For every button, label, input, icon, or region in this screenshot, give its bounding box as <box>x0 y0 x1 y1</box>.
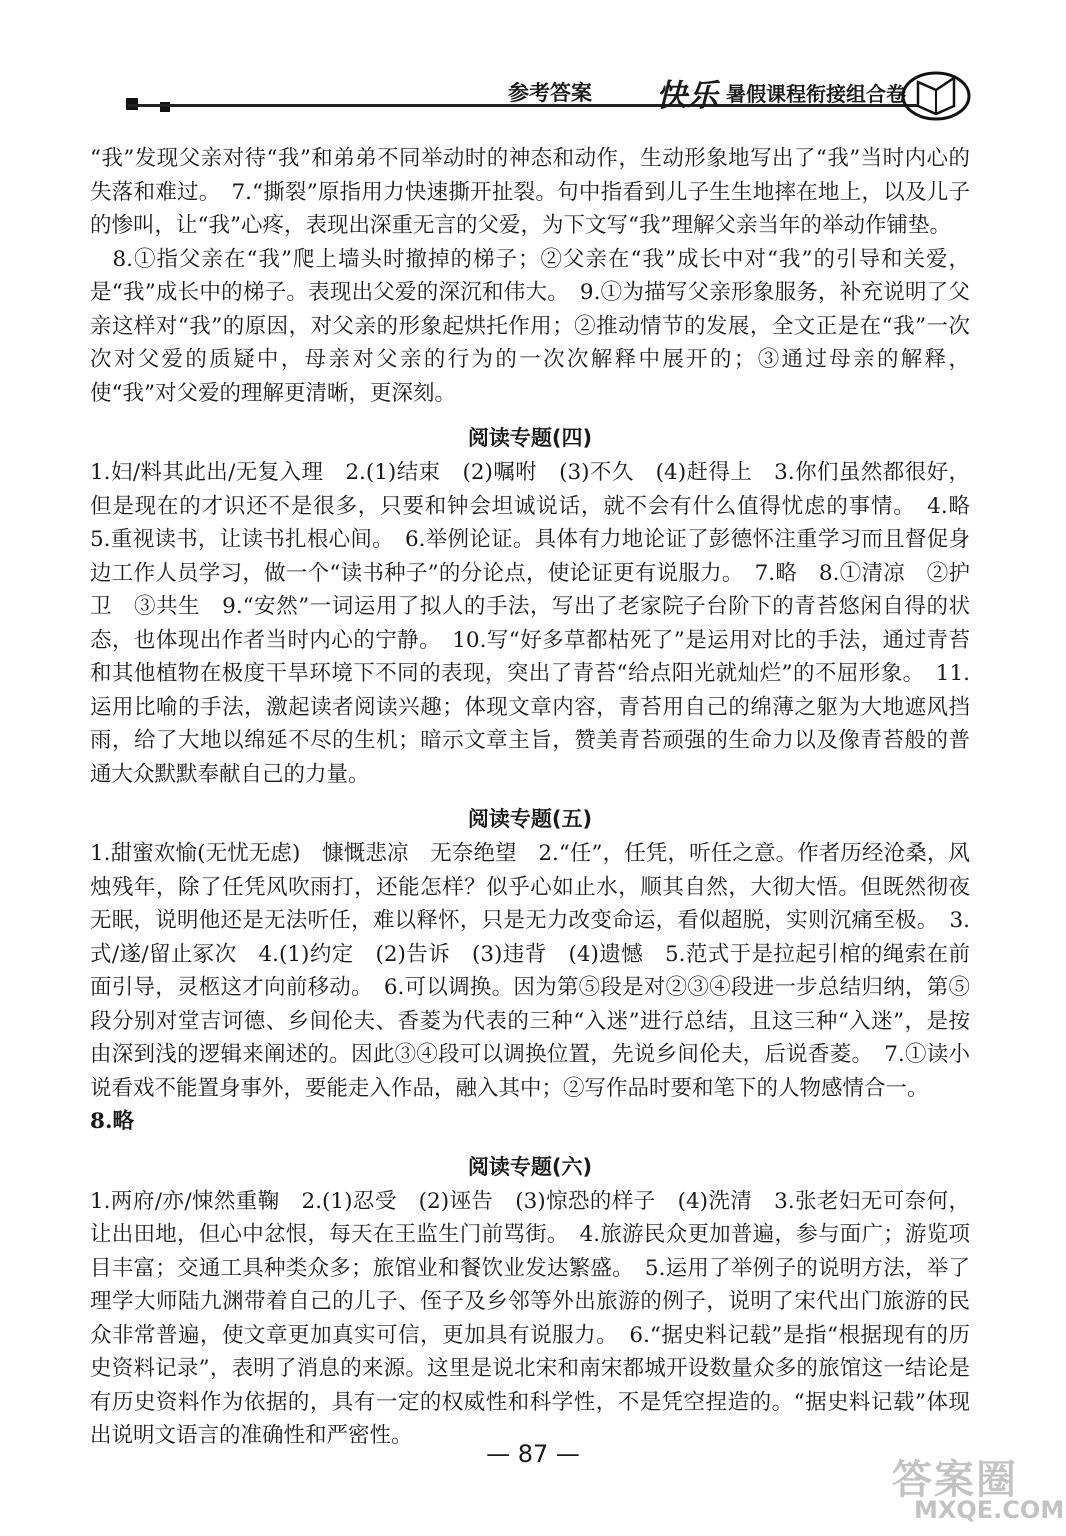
section-title-6: 阅读专题(六) <box>467 1154 593 1179</box>
section-title-4: 阅读专题(四) <box>467 426 593 450</box>
watermark-url: MXQE.COM <box>914 1496 1065 1524</box>
intro-paragraph-2: 8.①指父亲在“我”爬上墙头时撤掉的梯子；②父亲在“我”成长中对“我”的引导和关爱，是“我”成长中的梯子。表现出父爱的深沉和伟大。 9.①为描写父亲形象服务，补充说明了父亲这样对“我”的原因，对父亲的形象起烘托作用；②推动情节的发展，全文正是在“我”一次次对父爱的质疑中，母亲对父亲的行为的一次次解释中展开的；③通过母亲的解释，使“我”对父爱的理解更清晰，更深刻。 <box>90 246 970 406</box>
page-number: — 87 — <box>486 1440 580 1468</box>
section-text-5: 1.甜蜜欢愉(无忧无虑) 慷慨悲凉 无奈绝望 2.“任”，任凭，听任之意。作者历经沧桑，风烛残年，除了任凭风吹雨打，还能怎样？似乎心如止水，顺其自然，大彻大悟。但既然彻夜无眠，说明他还是无法听任，难以释怀，只是无力改变命运，看似超脱，实则沉痛至极。 3.式/遂/留止冢次 4.(1)约定 (2)告诉 (3)违背 (4)遗憾 5.范式于是拉起引棺的绳索在前面引导，灵柩这才向前移动。 6.可以调换。因为第⑤段是对②③④段进一步总结归纳，第⑤段分别对堂吉诃德、乡间伦夫、香菱为代表的三种“入迷”进行总结，且这三种“入迷”，是按由深到浅的逻辑来阐述的。因此③④段可以调换位置，先说乡间伦夫，后说香菱。 7.①读小说看戏不能置身事外，要能走入作品，融入其中；②写作品时要和笔下的人物感情合一。 <box>90 841 970 1101</box>
section-text-4: 1.妇/料其此出/无复入理 2.(1)结束 (2)嘱咐 (3)不久 (4)赶得上 3.你们虽然都很好，但是现在的才识还不是很多，只要和钟会坦诚说话，就不会有什么值得忧虑的事情。 4.略 5.重视读书，让读书扎根心间。 6.举例论证。具体有力地论证了彭德怀注重学习而且督促身边工作人员学习，做一个“读书种子”的分论点，使论证更有说服力。 7.略 8.①清凉 ②护卫 ③共生 9.“安然”一词运用了拟人的手法，写出了老家院子台阶下的青苔悠闲自得的状态，也体现出作者当时内心的宁静。 10.写“好多草都枯死了”是运用对比的手法，通过青苔和其他植物在极度干旱环境下不同的表现，突出了青苔“给点阳光就灿烂”的不屈形象。 11.运用比喻的手法，激起读者阅读兴趣；体现文章内容，青苔用自己的绵薄之躯为大地遮风挡雨，给了大地以绵延不尽的生机；暗示文章主旨，赞美青苔顽强的生命力以及像青苔般的普通大众默默奉献自己的力量。 <box>90 460 992 787</box>
header-series: 暑假课程衔接组合卷 <box>726 82 906 106</box>
section-text-6: 1.两府/亦/悚然重鞠 2.(1)忍受 (2)诬告 (3)惊恐的样子 (4)洗清 3.张老妇无可奈何，让出田地，但心中忿恨，每天在王监生门前骂街。 4.旅游民众更加普遍，参与面广；游览项目丰富；交通工具种类众多；旅馆业和餐饮业发达繁盛。 5.运用了举例子的说明方法，举了理学大师陆九渊带着自己的儿子、侄子及乡邻等外出旅游的例子，说明了宋代出门旅游的民众非常普遍，使文章更加真实可信，更加具有说服力。 6.“据史料记载”是指“根据现有的历史资料记录”，表明了消息的来源。这里是说北宋和南宋都城开设数量众多的旅馆这一结论是有历史资料作为依据的，具有一定的权威性和科学性，不是凭空捏造的。“据史料记载”体现出说明文语言的准确性和严密性。 <box>90 1188 970 1448</box>
header-label: 参考答案 <box>508 81 592 105</box>
header-brand: 快乐 <box>656 78 718 114</box>
watermark <box>880 1448 1065 1530</box>
section-title-5: 阅读专题(五) <box>467 807 593 831</box>
section-extra-5: 8.略 <box>90 1109 134 1134</box>
watermark-title: 答案圈 <box>892 1457 1018 1503</box>
intro-paragraph-1: “我”发现父亲对待“我”和弟弟不同举动时的神态和动作，生动形象地写出了“我”当时内心的失落和难过。 7.“撕裂”原指用力快速撕开扯裂。句中指看到儿子生生地摔在地上，以及儿子的惨叫，让“我”心疼，表现出深重无言的父爱，为下文写“我”理解父亲当年的举动作铺垫。 <box>90 146 970 238</box>
answer-content <box>90 142 992 1453</box>
book-icon <box>900 66 972 122</box>
page-header <box>0 60 1066 130</box>
